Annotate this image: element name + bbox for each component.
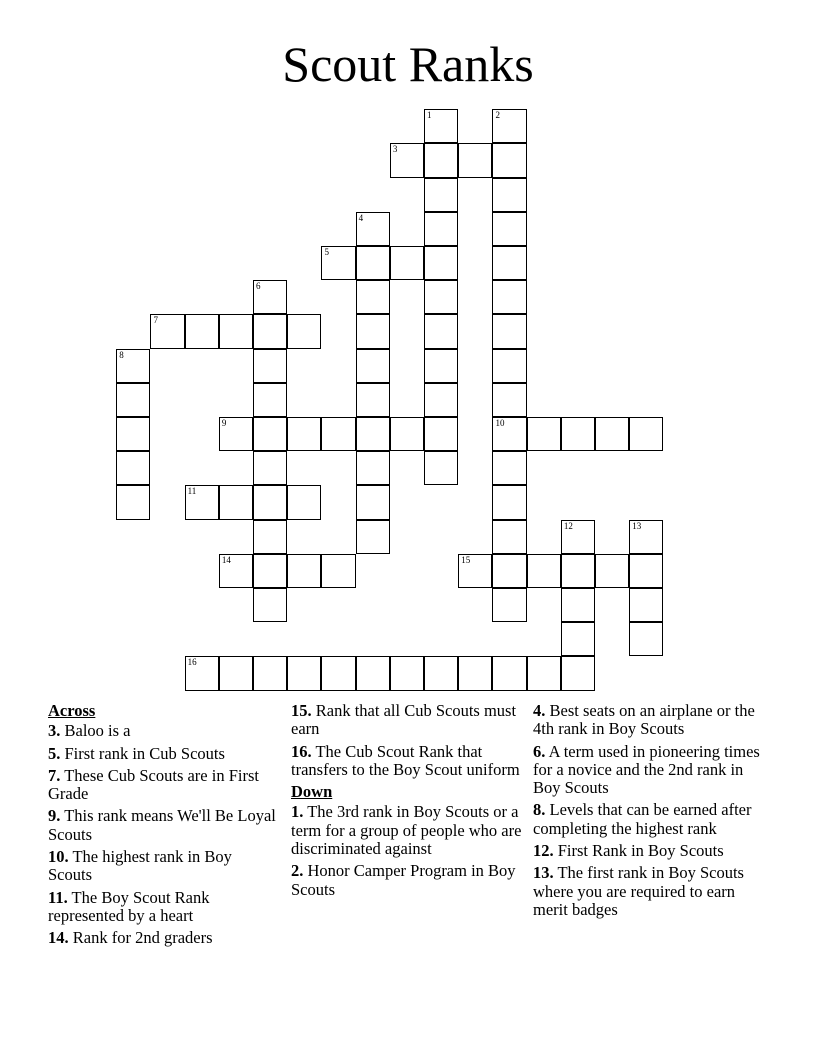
grid-cell[interactable] — [287, 314, 321, 348]
grid-cell[interactable] — [492, 656, 526, 690]
grid-cell[interactable] — [424, 451, 458, 485]
cell-number: 4 — [358, 212, 364, 223]
cell-number: 16 — [187, 657, 197, 668]
grid-cell[interactable] — [492, 554, 526, 588]
grid-cell[interactable] — [253, 417, 287, 451]
grid-cell[interactable] — [116, 417, 150, 451]
clue-across-10: 10. The highest rank in Boy Scouts — [48, 847, 232, 885]
grid-cell[interactable] — [561, 417, 595, 451]
across-heading: Across — [48, 701, 96, 720]
grid-cell[interactable] — [253, 554, 287, 588]
grid-cell[interactable] — [492, 178, 526, 212]
grid-cell[interactable] — [185, 656, 219, 690]
grid-cell[interactable] — [629, 588, 663, 622]
clue-down-4: 4. Best seats on an airplane or the 4th rank in Boy Scouts — [533, 701, 755, 739]
clue-down-2: 2. Honor Camper Program in Boy Scouts — [291, 861, 516, 899]
grid-cell[interactable] — [629, 622, 663, 656]
grid-cell[interactable] — [219, 554, 253, 588]
grid-cell[interactable] — [458, 143, 492, 177]
grid-cell[interactable] — [492, 109, 526, 143]
grid-cell[interactable] — [629, 520, 663, 554]
grid-cell[interactable] — [253, 314, 287, 348]
grid-cell[interactable] — [390, 417, 424, 451]
grid-cell[interactable] — [150, 314, 184, 348]
clue-down-8: 8. Levels that can be earned after completing the highest rank — [533, 800, 752, 838]
grid-cell[interactable] — [561, 554, 595, 588]
grid-cell[interactable] — [356, 280, 390, 314]
grid-cell[interactable] — [595, 417, 629, 451]
grid-cell[interactable] — [116, 349, 150, 383]
grid-cell[interactable] — [424, 178, 458, 212]
cell-number: 9 — [221, 418, 227, 429]
grid-cell[interactable] — [492, 314, 526, 348]
grid-cell[interactable] — [116, 485, 150, 519]
clues-column-2 — [291, 702, 527, 903]
grid-cell[interactable] — [253, 349, 287, 383]
grid-cell[interactable] — [424, 383, 458, 417]
clue-across-3: 3. Baloo is a — [48, 721, 131, 741]
grid-cell[interactable] — [253, 520, 287, 554]
cell-number: 1 — [427, 110, 432, 121]
grid-cell[interactable] — [219, 485, 253, 519]
cell-number: 10 — [495, 418, 505, 429]
grid-cell[interactable] — [629, 417, 663, 451]
cell-number: 15 — [461, 554, 471, 565]
grid-cell[interactable] — [356, 314, 390, 348]
grid-cell[interactable] — [116, 451, 150, 485]
cell-number: 11 — [187, 486, 197, 497]
grid-cell[interactable] — [424, 417, 458, 451]
grid-cell[interactable] — [492, 349, 526, 383]
grid-cell[interactable] — [424, 109, 458, 143]
grid-cell[interactable] — [424, 280, 458, 314]
grid-cell[interactable] — [492, 212, 526, 246]
grid-cell[interactable] — [185, 485, 219, 519]
grid-cell[interactable] — [356, 349, 390, 383]
cell-number: 2 — [495, 110, 500, 121]
grid-cell[interactable] — [424, 314, 458, 348]
grid-cell[interactable] — [390, 656, 424, 690]
grid-cell[interactable] — [424, 349, 458, 383]
grid-cell[interactable] — [561, 588, 595, 622]
grid-cell[interactable] — [527, 554, 561, 588]
clue-down-1: 1. The 3rd rank in Boy Scouts or a term for a group of people who are discriminated against — [291, 802, 522, 859]
grid-cell[interactable] — [287, 554, 321, 588]
grid-cell[interactable] — [390, 143, 424, 177]
grid-cell[interactable] — [356, 383, 390, 417]
down-heading: Down — [291, 782, 333, 802]
cell-number: 6 — [256, 281, 261, 292]
grid-cell[interactable] — [287, 656, 321, 690]
grid-cell[interactable] — [253, 588, 287, 622]
grid-cell[interactable] — [253, 280, 287, 314]
clue-across-11: 11. The Boy Scout Rank represented by a heart — [48, 887, 210, 925]
clue-down-13: 13. The first rank in Boy Scouts where you are required to earn merit badges — [533, 863, 744, 919]
grid-cell[interactable] — [561, 520, 595, 554]
grid-cell[interactable] — [356, 485, 390, 519]
cell-number: 3 — [392, 144, 398, 155]
clues-column-1 — [48, 702, 278, 952]
grid-cell[interactable] — [492, 383, 526, 417]
cell-number: 14 — [221, 554, 231, 565]
grid-cell[interactable] — [492, 280, 526, 314]
grid-cell[interactable] — [287, 417, 321, 451]
grid-cell[interactable] — [287, 485, 321, 519]
grid-cell[interactable] — [321, 417, 355, 451]
grid-cell[interactable] — [492, 417, 526, 451]
grid-cell[interactable] — [561, 656, 595, 690]
grid-cell[interactable] — [356, 520, 390, 554]
grid-cell[interactable] — [458, 656, 492, 690]
grid-cell[interactable] — [356, 417, 390, 451]
clue-across-15: 15. Rank that all Cub Scouts must earn — [291, 701, 517, 739]
grid-cell[interactable] — [116, 383, 150, 417]
grid-cell[interactable] — [321, 246, 355, 280]
grid-cell[interactable] — [424, 143, 458, 177]
crossword-grid — [117, 110, 697, 700]
cell-number: 12 — [563, 520, 573, 531]
clue-across-7: 7. These Cub Scouts are in First Grade — [48, 765, 259, 804]
grid-cell[interactable] — [424, 246, 458, 280]
grid-cell[interactable] — [356, 656, 390, 690]
grid-cell[interactable] — [561, 622, 595, 656]
cell-number: 7 — [153, 315, 158, 326]
grid-cell[interactable] — [492, 451, 526, 485]
grid-cell[interactable] — [527, 417, 561, 451]
page-title: Scout Ranks — [282, 36, 534, 92]
clue-down-12: 12. First Rank in Boy Scouts — [533, 841, 724, 861]
grid-cell[interactable] — [253, 383, 287, 417]
grid-cell[interactable] — [527, 656, 561, 690]
grid-cell[interactable] — [595, 554, 629, 588]
grid-cell[interactable] — [492, 246, 526, 280]
grid-cell[interactable] — [321, 554, 355, 588]
grid-cell[interactable] — [253, 656, 287, 690]
grid-cell[interactable] — [321, 656, 355, 690]
clues-column-3 — [533, 702, 773, 923]
grid-cell[interactable] — [219, 656, 253, 690]
grid-cell[interactable] — [219, 417, 253, 451]
grid-cell[interactable] — [492, 143, 526, 177]
grid-cell[interactable] — [424, 656, 458, 690]
clue-across-5: 5. First rank in Cub Scouts — [48, 743, 225, 763]
cell-number: 5 — [324, 247, 329, 258]
grid-cell[interactable] — [492, 485, 526, 519]
clue-across-14: 14. Rank for 2nd graders — [48, 928, 213, 948]
cell-number: 13 — [632, 520, 642, 531]
grid-cell[interactable] — [356, 246, 390, 280]
grid-cell[interactable] — [492, 588, 526, 622]
grid-cell[interactable] — [356, 451, 390, 485]
grid-cell[interactable] — [629, 554, 663, 588]
grid-cell[interactable] — [458, 554, 492, 588]
grid-cell[interactable] — [424, 212, 458, 246]
clue-across-9: 9. This rank means We'll Be Loyal Scouts — [48, 806, 276, 844]
clue-across-16: 16. The Cub Scout Rank that transfers to the Boy Scout uniform — [291, 741, 520, 779]
grid-cell[interactable] — [492, 520, 526, 554]
grid-cell[interactable] — [185, 314, 219, 348]
grid-cell[interactable] — [219, 314, 253, 348]
clue-down-6: 6. A term used in pioneering times for a novice and the 2nd rank in Boy Scouts — [533, 741, 760, 798]
grid-cell[interactable] — [253, 451, 287, 485]
cell-number: 8 — [119, 349, 124, 360]
grid-cell[interactable] — [356, 212, 390, 246]
grid-cell[interactable] — [253, 485, 287, 519]
grid-cell[interactable] — [390, 246, 424, 280]
